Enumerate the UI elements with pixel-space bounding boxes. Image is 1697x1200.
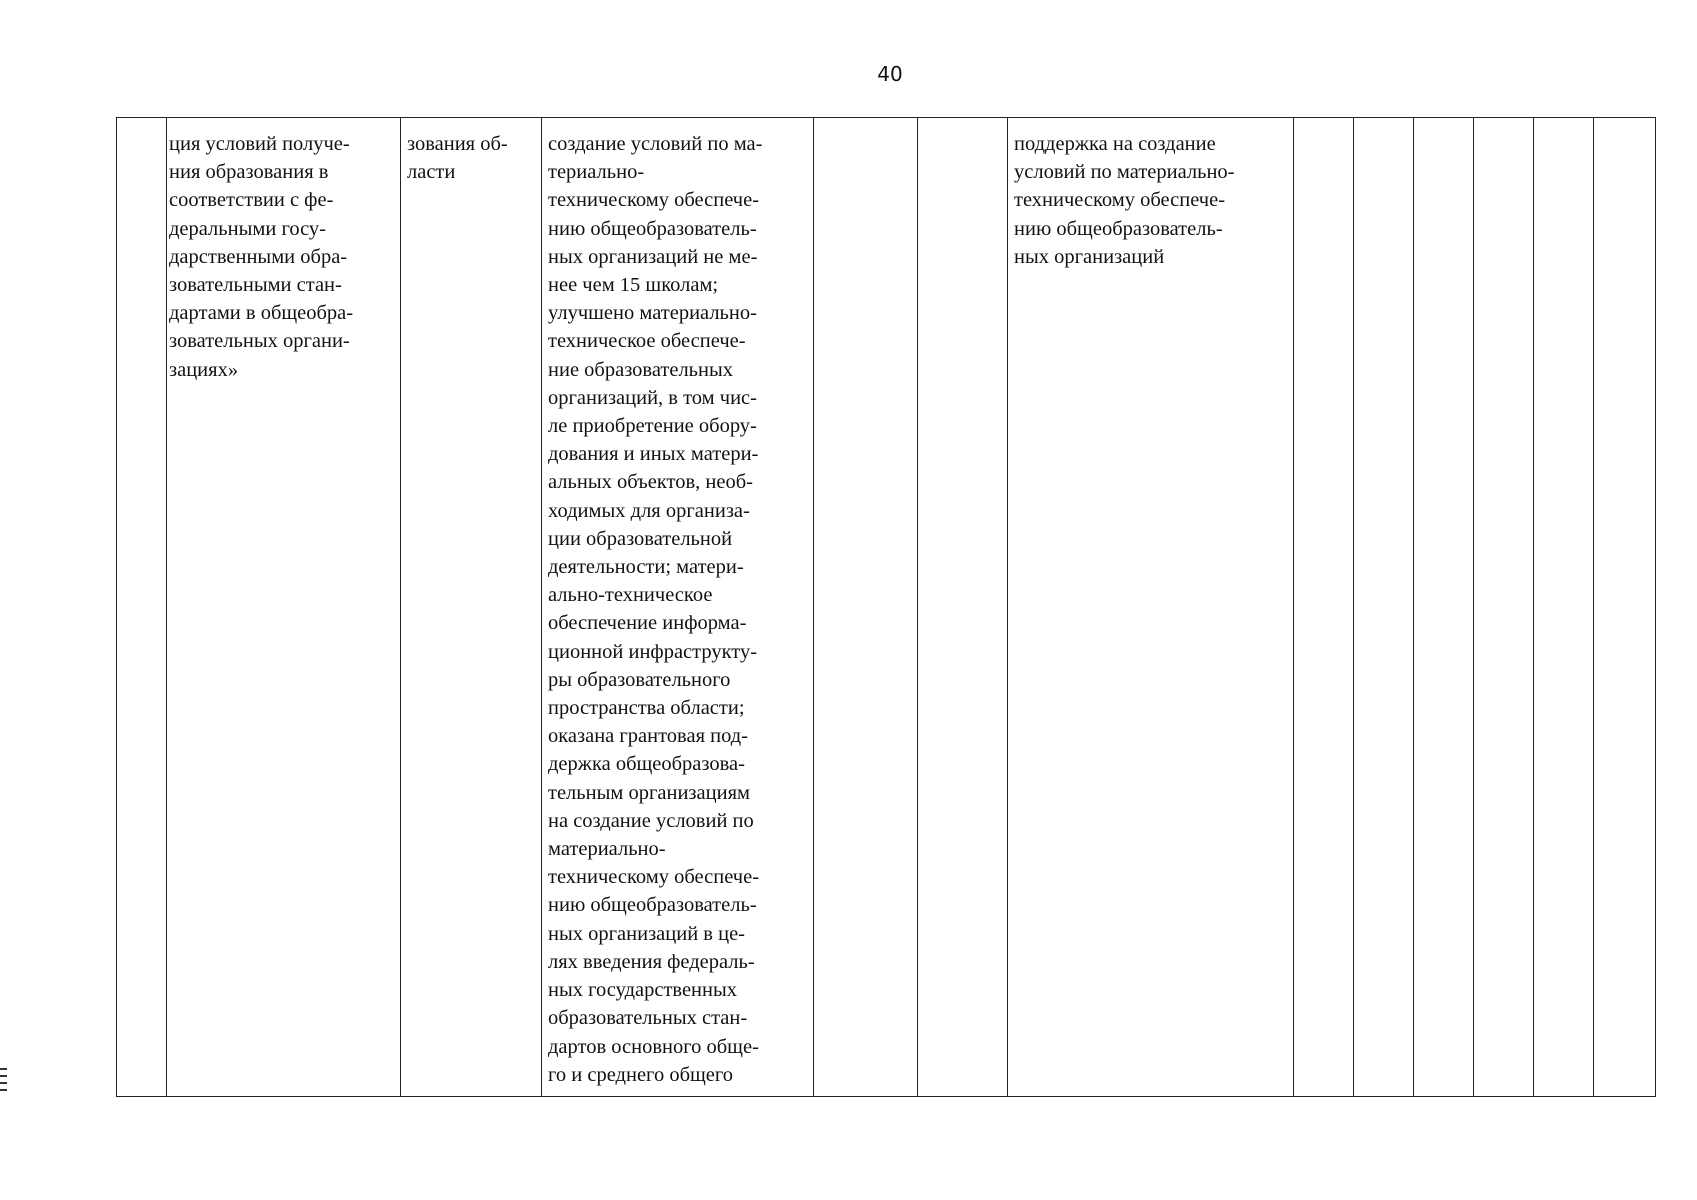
cell-responsible: зования об- ласти	[401, 118, 542, 1097]
cell-value-2	[1354, 118, 1414, 1097]
cell-value-4	[1474, 118, 1534, 1097]
cell-index	[117, 118, 167, 1097]
document-table	[116, 117, 1656, 1097]
scan-edge-marks	[0, 1068, 7, 1096]
cell-value-5	[1534, 118, 1594, 1097]
cell-empty-4	[814, 118, 918, 1097]
cell-value-1	[1294, 118, 1354, 1097]
page-number: 40	[877, 62, 903, 86]
cell-value-3	[1414, 118, 1474, 1097]
table-row	[117, 118, 1656, 1097]
cell-indicator: поддержка на создание условий по материально- техническому обеспече- нию общеобразователь- ных организаций	[1008, 118, 1294, 1097]
cell-task-name: ция условий получе- ния образования в соответствии с фе- деральными госу- дарственными обра- зовательными стан- дартами в общеобра- зовательных органи- зациях»	[167, 118, 401, 1097]
cell-empty-5	[918, 118, 1008, 1097]
cell-result: создание условий по ма- териально- техническому обеспече- нию общеобразователь- ных организаций не ме- нее чем 15 школам; улучшено материально- техническое обеспече- ние образовательных организаций, в том чис- ле приобретение обору- дования и иных матери- альных объектов, необ- ходимых для организа- ции образовательной деятельности; матери- ально-техническое обеспечение информа- ционной инфраструкту- ры образовательного пространства области; оказана грантовая под- держка общеобразова- тельным организациям на создание условий по материально- техническому обеспече- нию общеобразователь- ных организаций в це- лях введения федераль- ных государственных образовательных стан- дартов основного обще- го и среднего общего	[542, 118, 814, 1097]
cell-value-6	[1594, 118, 1656, 1097]
